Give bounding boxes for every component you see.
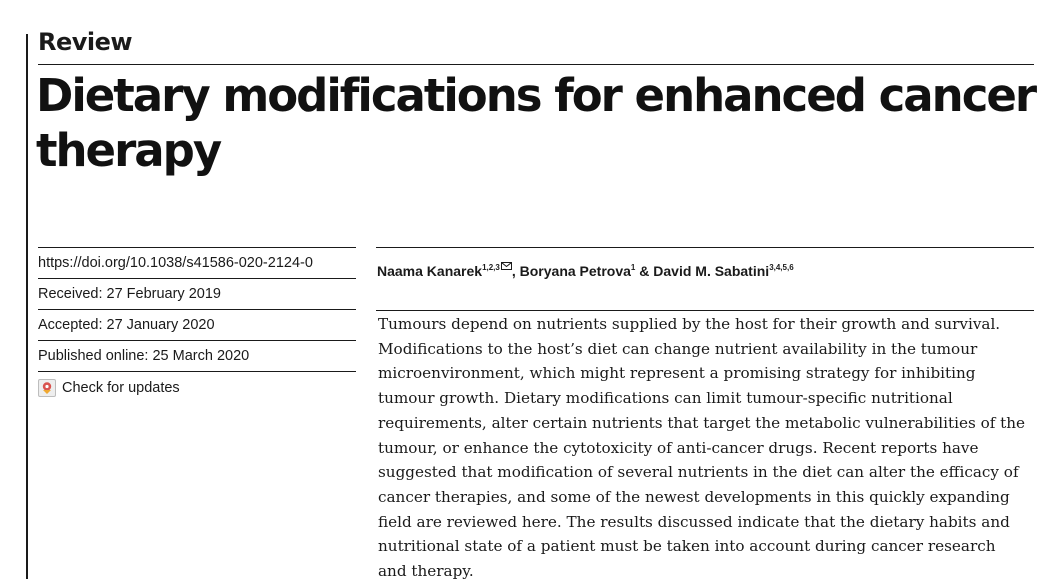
author-affiliations: 1 (630, 263, 636, 272)
received-date: Received: 27 February 2019 (38, 278, 356, 309)
doi-link[interactable]: https://doi.org/10.1038/s41586-020-2124-0 (38, 247, 356, 278)
check-for-updates-icon (38, 379, 56, 397)
author-separator: , (511, 263, 520, 279)
header-rule (38, 64, 1034, 65)
authors-rule (376, 247, 1034, 248)
abstract-text: Tumours depend on nutrients supplied by the host for their growth and survival. Modifications to the host’s diet can change nutrient availability in the tumour microenvironment, which might represent a promising strategy for inhibiting tumour growth. Dietary modifications can limit tumour-specific nutritional requirements, alter certain nutrients that target the metabolic vulnerabilities of the tumour, or enhance the cytotoxicity of anti-cancer drugs. Recent reports have suggested that modification of several nutrients in the diet can alter the efficacy of cancer therapies, and some of the newest developments in this quickly expanding field are reviewed here. The results discussed indicate that the dietary habits and nutritional state of a patient must be taken into account during cancer research and therapy. (378, 315, 1026, 581)
article-title: Dietary modifications for enhanced cancer therapy (36, 69, 1036, 177)
article-type-label: Review (38, 28, 133, 56)
author-name[interactable]: David M. Sabatini (653, 263, 770, 279)
check-for-updates-label: Check for updates (62, 380, 180, 396)
author-list (377, 255, 794, 281)
author-name[interactable]: Naama Kanarek (377, 263, 483, 279)
accepted-date: Accepted: 27 January 2020 (38, 309, 356, 340)
published-date: Published online: 25 March 2020 (38, 340, 356, 372)
abstract-rule (376, 310, 1034, 311)
author-name[interactable]: Boryana Petrova (519, 263, 631, 279)
author-affiliations: 1,2,3 (482, 263, 500, 272)
article-metadata (38, 247, 356, 372)
envelope-icon[interactable] (501, 255, 512, 275)
author-affiliations: 3,4,5,6 (769, 263, 794, 272)
left-margin-rule (26, 34, 28, 579)
check-for-updates-button[interactable] (38, 377, 180, 399)
author-separator: & (635, 263, 654, 279)
